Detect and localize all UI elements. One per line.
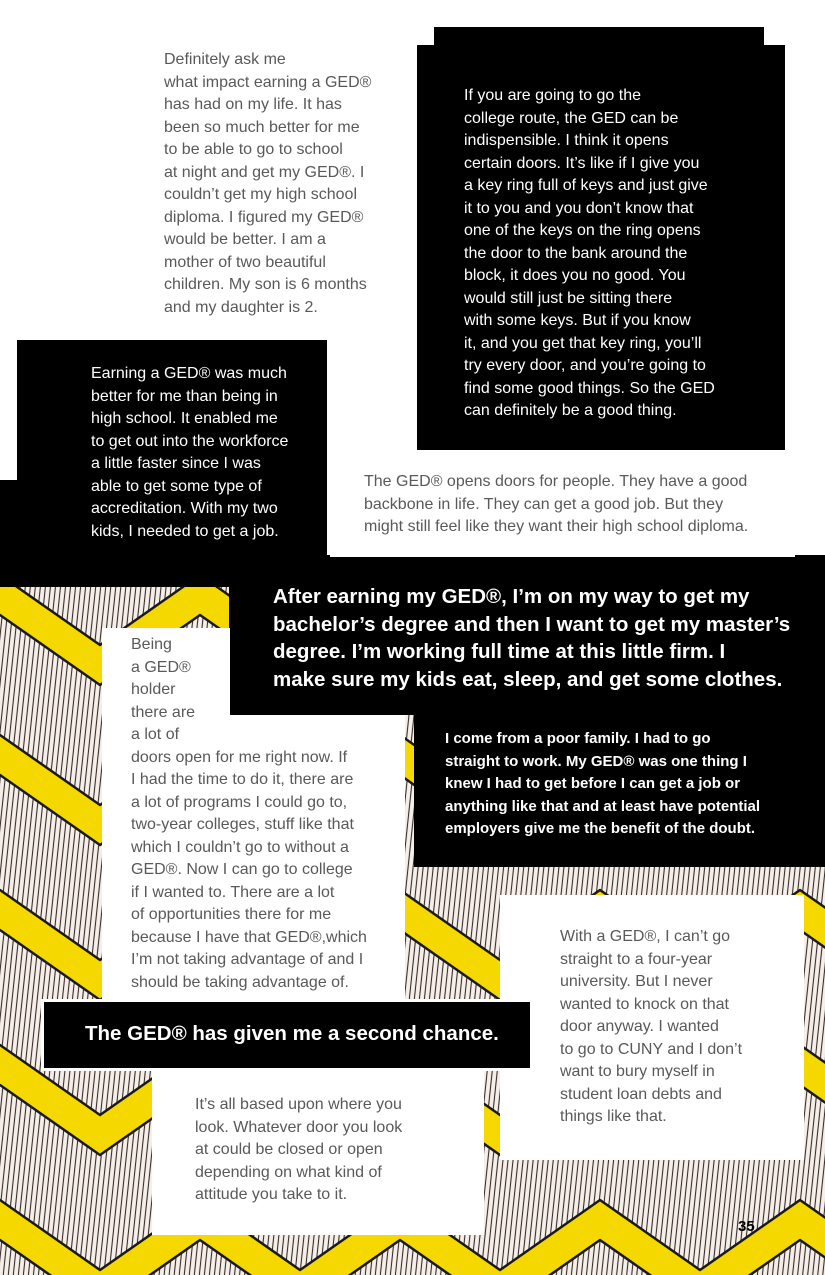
quote-bachelors-degree: After earning my GED®, I’m on my way to get my bachelor’s degree and then I want to get my master’s degree. I’m working full time at this little firm. I make sure my kids eat, sleep, and get some clothes. bbox=[273, 585, 791, 691]
quote-second-chance: The GED® has given me a second chance. bbox=[85, 1022, 499, 1045]
quote-impact-on-life: Definitely ask me what impact earning a GED® has had on my life. It has been so much better for me to be able to go to school at night and get my GED®. I couldn’t get my high school diploma. I figured my GED® would be better. I am a mother of two beautiful children. My son is 6 months and my daughter is 2. bbox=[164, 51, 372, 316]
quote-attitude: It’s all based upon where you look. Whatever door you look at could be closed or open depending on what kind of attitude you take to it. bbox=[195, 1096, 403, 1203]
quote-college-route: If you are going to go the college route, the GED can be indispensible. I think it opens certain doors. It’s like if I give you a key ring full of keys and just give it to you and you don’t know that one of the keys on the ring opens the door to the bank around the block, it does you no good. You would still just be sitting there with some keys. But if you know it, and you get that key ring, you’ll try every door, and you’re going to find some good things. So the GED can definitely be a good thing. bbox=[464, 87, 715, 419]
quote-gedholder: Being a GED® holder there are a lot of doors open for me right now. If I had the time to do it, there are a lot of programs I could go to, two-year colleges, stuff like that which I couldn’t go to without a GED®. Now I can go to college if I wanted to. There are a lot of opportunities there for me because I have that GED®,which I’m not taking advantage of and I should be taking advantage of. bbox=[131, 636, 367, 991]
quote-workforce: Earning a GED® was much better for me than being in high school. It enabled me to get out into the workforce a little faster since I was able to get some type of accreditation. With my two kids, I needed to get a job. bbox=[91, 365, 289, 540]
page-number: 35 bbox=[738, 1218, 755, 1235]
quote-four-year-university: With a GED®, I can’t go straight to a four-year university. But I never wanted to knock on that door anyway. I wanted to go to CUNY and I don’t want to bury myself in student loan debts and things like that. bbox=[560, 928, 743, 1125]
quote-poor-family: I come from a poor family. I had to go straight to work. My GED® was one thing I knew I had to get before I can get a job or anything like that and at least have potential employers give me the benefit of the doubt. bbox=[445, 730, 761, 837]
quote-opens-doors: The GED® opens doors for people. They have a good backbone in life. They can get a good job. But they might still feel like they want their high school diploma. bbox=[364, 473, 749, 535]
